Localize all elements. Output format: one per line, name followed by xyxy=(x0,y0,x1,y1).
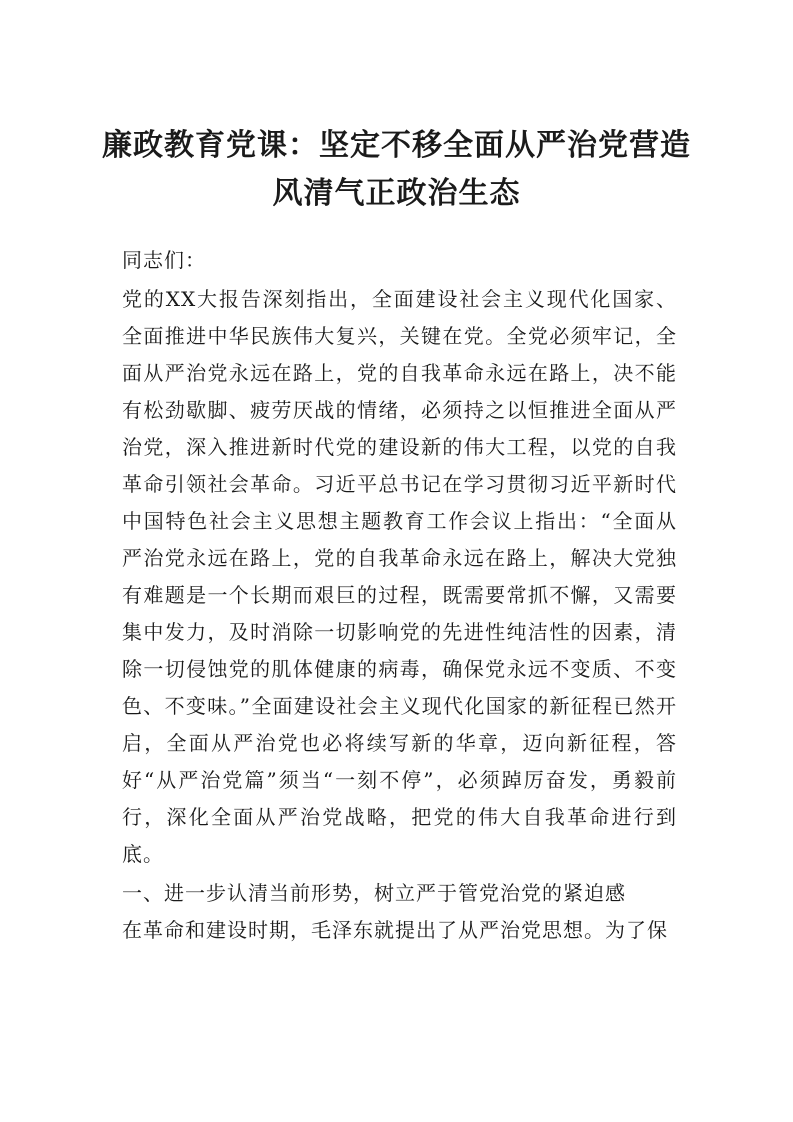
title-line-1: 廉政教育党课：坚定不移全面从严治党营造 xyxy=(102,128,691,163)
paragraph-2: 在革命和建设时期，毛泽东就提出了从严治党思想。为了保 xyxy=(122,918,668,942)
section-heading-1: 一、进一步认清当前形势，树立严于管党治党的紧迫感 xyxy=(122,881,626,905)
document-title xyxy=(96,122,697,218)
salutation: 同志们： xyxy=(122,248,206,272)
title-line-2: 风清气正政治生态 xyxy=(272,176,521,211)
document-body xyxy=(122,242,677,949)
paragraph-1: 党的XX大报告深刻指出，全面建设社会主义现代化国家、全面推进中华民族伟大复兴，关键在党。全党必须牢记，全面从严治党永远在路上，党的自我革命永远在路上，决不能有松劲歇脚、疲劳厌战的情绪，必须持之以恒推进全面从严治党，深入推进新时代党的建设新的伟大工程，以党的自我革命引领社会革命。习近平总书记在学习贯彻习近平新时代中国特色社会主义思想主题教育工作会议上指出：“全面从严治党永远在路上，党的自我革命永远在路上，解决大党独有难题是一个长期而艰巨的过程，既需要常抓不懈，又需要集中发力，及时消除一切影响党的先进性纯洁性的因素，清除一切侵蚀党的肌体健康的病毒，确保党永远不变质、不变色、不变味。”全面建设社会主义现代化国家的新征程已然开启，全面从严治党也必将续写新的华章，迈向新征程，答好“从严治党篇”须当“一刻不停”，必须踔厉奋发，勇毅前行，深化全面从严治党战略，把党的伟大自我革命进行到底。 xyxy=(122,287,677,866)
